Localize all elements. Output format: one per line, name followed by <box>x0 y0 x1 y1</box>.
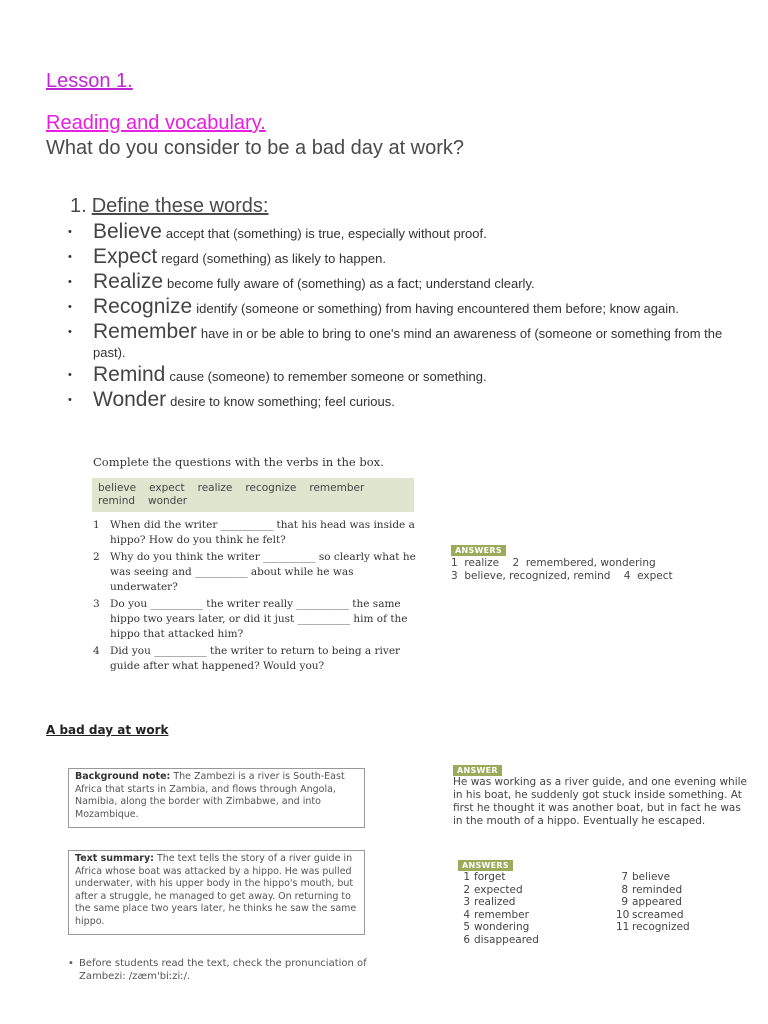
vocabulary-word: Recognize <box>93 295 193 318</box>
vocabulary-word: Realize <box>93 270 164 293</box>
answer-row <box>616 884 690 897</box>
vocabulary-definition: regard (something) as likely to happen. <box>161 251 386 266</box>
answer-word: screamed <box>632 908 684 921</box>
answer-word: expected <box>474 883 523 896</box>
exercise-questions <box>93 518 423 676</box>
verb-item: realize <box>197 482 233 494</box>
answers-column <box>458 871 616 947</box>
vocabulary-word: Expect <box>93 245 158 268</box>
task-heading <box>70 195 268 218</box>
answer-number: 7 <box>621 871 628 883</box>
answer-word: forget <box>474 871 506 883</box>
exercise-question <box>93 550 423 595</box>
vocabulary-item <box>66 362 726 387</box>
vocabulary-definition: cause (someone) to remember someone or something. <box>169 369 487 384</box>
answers-line: 3 believe, recognized, remind 4 expect <box>451 570 673 582</box>
answers-badge: ANSWERS <box>451 545 506 556</box>
answer-row <box>458 884 616 897</box>
answers-badge: ANSWERS <box>458 860 513 871</box>
answer-number: 11 <box>616 921 630 934</box>
answer-number: 4 <box>463 908 470 921</box>
answer-number: 9 <box>621 896 628 909</box>
answer-number: 6 <box>463 933 470 946</box>
question-number: 3 <box>93 598 100 610</box>
vocabulary-item <box>66 319 726 362</box>
answer-row <box>616 871 690 884</box>
verb-item: expect <box>149 482 185 494</box>
answer-number: 3 <box>463 896 470 909</box>
answer-word: remember <box>474 908 529 921</box>
answer-number: 2 <box>463 883 470 896</box>
answer-row <box>458 896 616 909</box>
background-note-box <box>68 768 365 828</box>
answers-grid <box>458 871 718 947</box>
answer-row <box>458 921 616 934</box>
answers-line: 1 realize 2 remembered, wondering <box>451 557 656 569</box>
vocabulary-word: Remember <box>93 320 197 343</box>
text-summary-box <box>68 850 365 935</box>
section-title: Reading and vocabulary. <box>46 112 266 134</box>
vocabulary-definition: become fully aware of (something) as a fact; understand clearly. <box>167 276 535 291</box>
answer-row <box>458 871 616 884</box>
answer-number: 5 <box>463 921 470 934</box>
verb-item: recognize <box>245 482 297 494</box>
answer-text: He was working as a river guide, and one evening while in his boat, he suddenly got stuck inside something. At first he thought it was another boat, but in fact he was in the mouth of a hippo. Eventually he escaped. <box>453 776 747 827</box>
exercise-question <box>93 518 423 548</box>
answer-number: 1 <box>463 871 470 883</box>
verb-row <box>98 482 408 495</box>
exercise-question <box>93 597 423 642</box>
question-text: Why do you think the writer __________ so clearly what he was seeing and __________ about while he was underwater? <box>110 551 416 593</box>
vocabulary-item <box>66 387 726 412</box>
answer-word: recognized <box>632 921 690 934</box>
answer-word: reminded <box>632 883 683 896</box>
task-number: 1. <box>70 195 87 217</box>
vocabulary-item <box>66 269 726 294</box>
verb-item: believe <box>98 482 137 494</box>
vocabulary-item <box>66 294 726 319</box>
answer-row <box>616 921 690 934</box>
background-note-label: Background note: <box>75 771 171 782</box>
question-text: Did you __________ the writer to return to being a river guide after what happened? Would you? <box>110 645 401 672</box>
vocabulary-word: Believe <box>93 220 162 243</box>
lesson-title: Lesson 1. <box>46 70 133 92</box>
vocabulary-definition: identify (someone or something) from having encountered them before; know again. <box>196 301 679 316</box>
verb-item: wonder <box>148 495 188 507</box>
verb-item: remind <box>98 495 136 507</box>
text-summary-label: Text summary: <box>75 853 154 864</box>
vocabulary-list <box>66 219 726 412</box>
exercise-instruction: Complete the questions with the verbs in the box. <box>93 455 384 469</box>
text-summary-text: The text tells the story of a river guide in Africa whose boat was attacked by a hippo. He was pulled underwater, with his upper body in the hippo's mouth, but after a struggle, he managed to get away. On returning to the same place two years later, he thinks he saw the same hippo. <box>75 853 357 927</box>
discussion-question: What do you consider to be a bad day at work? <box>46 137 465 159</box>
vocabulary-definition: have in or be able to bring to one's mind an awareness of (someone or something from the past). <box>93 326 723 360</box>
vocabulary-word: Remind <box>93 363 166 386</box>
verb-item: remember <box>309 482 365 494</box>
answer-word: wondering <box>474 921 530 934</box>
verb-row <box>98 495 408 508</box>
exercise-question <box>93 644 423 674</box>
verb-box <box>92 478 414 512</box>
vocabulary-definition: accept that (something) is true, especially without proof. <box>165 226 487 241</box>
answer-row <box>616 909 690 922</box>
answer-word: realized <box>474 896 516 909</box>
answer-row <box>616 896 690 909</box>
vocabulary-word: Wonder <box>93 388 167 411</box>
question-number: 2 <box>93 551 100 563</box>
question-number: 1 <box>93 519 100 531</box>
question-text: When did the writer __________ that his head was inside a hippo? How do you think he felt? <box>110 519 415 546</box>
answer-word: believe <box>632 871 671 883</box>
answer-row <box>458 909 616 922</box>
answers-text <box>451 557 673 583</box>
reading-heading: A bad day at work <box>46 723 169 737</box>
answer-row <box>458 934 616 947</box>
question-number: 4 <box>93 645 100 657</box>
question-text: Do you __________ the writer really __________ the same hippo two years later, or did it just __________ him of the hippo that attacked him? <box>110 598 408 640</box>
background-note-text: The Zambezi is a river is South-East Africa that starts in Zambia, and flows through Angola, Namibia, along the border with Zimbabwe, and into Mozambique. <box>75 771 345 820</box>
answer-word: appeared <box>632 896 682 909</box>
answer-badge: ANSWER <box>453 765 502 776</box>
answer-number: 10 <box>616 908 630 921</box>
vocabulary-item <box>66 219 726 244</box>
task-label: Define these words: <box>91 195 269 217</box>
answer-word: disappeared <box>474 933 539 946</box>
pronunciation-note: • Before students read the text, check the pronunciation of Zambezi: /zæm'biːziː/. <box>68 957 379 983</box>
vocabulary-definition: desire to know something; feel curious. <box>170 394 395 409</box>
answers-column <box>616 871 690 947</box>
vocabulary-item <box>66 244 726 269</box>
answer-number: 8 <box>621 883 628 896</box>
